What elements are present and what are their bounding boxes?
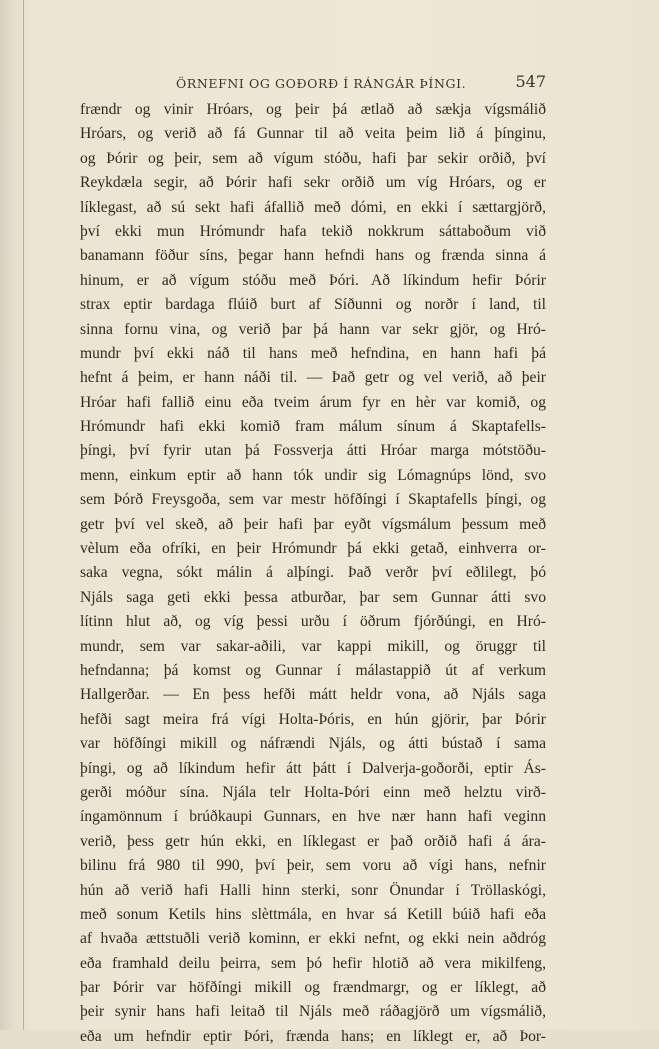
text-line: Reykdæla segir, að Þórir hafi sekr orðið um víg Hróars, og er xyxy=(80,174,546,192)
text-line: hefði sagt meira frá vígi Holta-Þóris, en hún gjörir, þar Þórir xyxy=(80,710,546,728)
text-line: verið, þess getr hún ekki, en líklegast er það orðið hafi á ára- xyxy=(80,832,546,850)
text-line: hefndanna; þá komst og Gunnar í málastappið út af verkum xyxy=(80,661,546,679)
text-line: þíngi, og að líkindum hefir átt þátt í Dalverja-goðorði, eptir Ás- xyxy=(80,759,546,777)
page-gutter-edge xyxy=(23,0,24,1030)
text-line: líklegast, að sú sekt hafi áfallið með dómi, en ekki í sættargjörð, xyxy=(80,198,546,216)
text-line: og Þórir og þeir, sem að vígum stóðu, hafi þar sekir orðið, því xyxy=(80,149,546,167)
text-line: frændr og vinir Hróars, og þeir þá ætlað að sækja vígsmálið xyxy=(80,101,546,118)
text-line: Hróars, og verið að fá Gunnar til að veita þeim lið á þínginu, xyxy=(80,125,546,143)
text-line: Hrómundr hafi ekki komið fram málum sínum á Skaptafells- xyxy=(80,418,546,436)
text-line: hún að verið hafi Halli hinn sterki, sonr Önundar í Tröllaskógi, xyxy=(80,881,546,899)
text-line: þíngi, því fyrir utan þá Fossverja átti Hróar marga mótstöðu- xyxy=(80,442,546,460)
text-line: var höfðíngi mikill og náfrændi Njáls, og átti bústað í sama xyxy=(80,735,546,753)
text-line: gerði móður sína. Njála telr Holta-Þóri einn með helztu virð- xyxy=(80,783,546,801)
text-line: eða um hefndir eptir Þóri, frænda hans; en líklegt er, að Þor- xyxy=(80,1027,546,1045)
text-line: bilinu frá 980 til 990, því þeir, sem voru að vígi hans, nefnir xyxy=(80,857,546,875)
text-line: mundr því ekki náð til hans með hefndina, en hann hafi þá xyxy=(80,344,546,362)
text-line: vèlum eða ofríki, en þeir Hrómundr þá ekki getað, einhverra or- xyxy=(80,540,546,558)
body-text xyxy=(80,98,546,1049)
text-line: hinum, er að vígum stóðu með Þóri. Að líkindum hefir Þórir xyxy=(80,271,546,289)
text-line: Hallgerðar. — En þess hefði mátt heldr vona, að Njáls saga xyxy=(80,686,546,704)
text-line: Hróar hafi fallið einu eða tveim árum fyr en hèr var komið, og xyxy=(80,393,546,411)
text-line: strax eptir bardaga flúið burt af Síðunni og norðr í land, til xyxy=(80,296,546,314)
text-line: íngamönnum í brúðkaupi Gunnars, en hve nær hann hafi veginn xyxy=(80,808,546,826)
text-line: banamann föður síns, þegar hann hefndi hans og frænda sinna á xyxy=(80,247,546,265)
text-line: sinna fornu vina, og verið þar þá hann var sekr gjör, og Hró- xyxy=(80,320,546,338)
text-line: lítinn hlut að, og víg þessi urðu í öðrum fjórðúngi, en Hró- xyxy=(80,613,546,631)
running-title: ÖRNEFNI OG GOÐORÐ Í RÁNGÁR ÞÍNGI. xyxy=(176,76,467,91)
text-line: eða framhald deilu þeirra, sem þó hefir hlotið að vera mikilfeng, xyxy=(80,954,546,972)
text-line: því ekki mun Hrómundr hafa tekið nokkrum sáttaboðum við xyxy=(80,222,546,240)
page-number: 547 xyxy=(515,72,546,91)
text-line: þar Þórir var höfðíngi mikill og frændmargr, og er líklegt, að xyxy=(80,979,546,997)
text-line: mundr, sem var sakar-aðili, var kappi mikill, og öruggr til xyxy=(80,637,546,655)
text-line: hefnt á þeim, er hann náði til. — Það getr og vel verið, að þeir xyxy=(80,369,546,387)
text-line: með sonum Ketils hins slèttmála, en hvar sá Ketill búið hafi eða xyxy=(80,905,546,923)
text-line: af hvaða ættstuðli verið kominn, er ekki nefnt, og ekki nein aðdróg xyxy=(80,930,546,948)
text-line: þeir synir hans hafi leitað til Njáls með ráðagjörð um vígsmálið, xyxy=(80,1003,546,1021)
text-line: Njáls saga geti ekki þessa atburðar, þar sem Gunnar átti svo xyxy=(80,588,546,606)
text-line: saka vegna, sókt málin á alþíngi. Það verðr því eðlilegt, þó xyxy=(80,564,546,582)
text-line: sem Þórð Freysgoða, sem var mestr höfðíngi í Skaptafells þíngi, og xyxy=(80,491,546,509)
page-header xyxy=(80,72,546,96)
text-line: menn, einkum eptir að hann tók undir sig Lómagnúps lönd, svo xyxy=(80,466,546,484)
text-line: getr því vel skeð, að þeir hafi þar eyðt vígsmálum þessum með xyxy=(80,515,546,533)
